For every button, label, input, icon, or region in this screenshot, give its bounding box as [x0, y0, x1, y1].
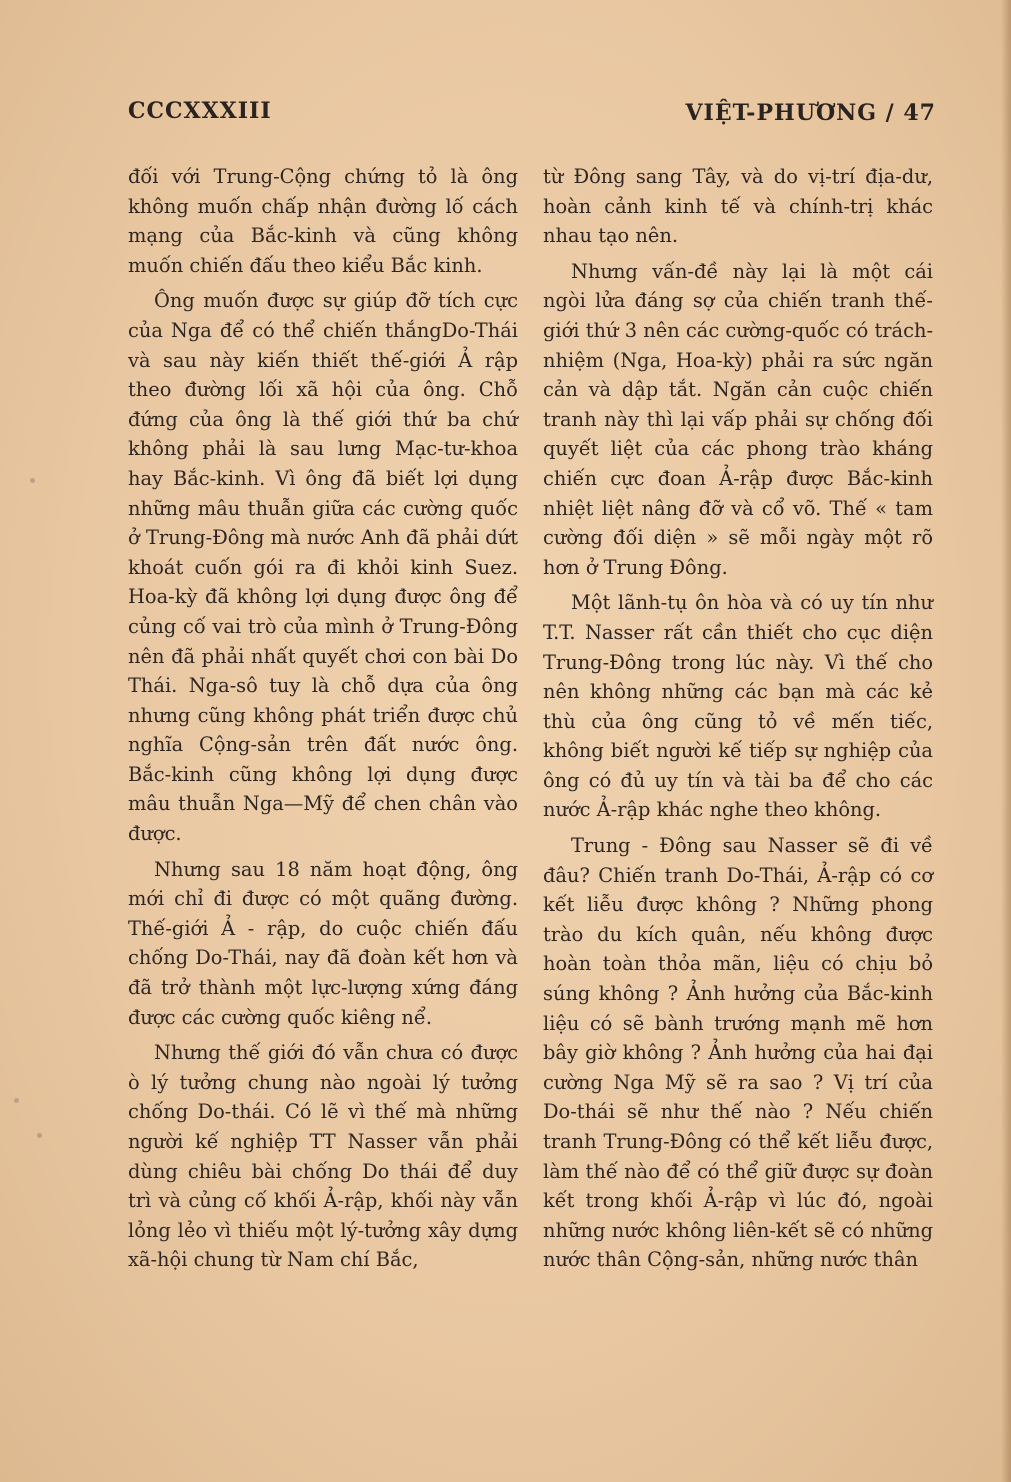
running-header-right: VIỆT-PHƯƠNG / 47: [685, 100, 936, 126]
paragraph: Nhưng thế giới đó vẫn chưa có được ò lý tưởng chung nào ngoài lý tưởng chống Do-thái. Có lẽ vì thế mà những người kế nghiệp TT Nasser vẫn phải dùng chiêu bài chống Do thái để duy trì và củng cố khối Ả-rập, khối này vẫn lỏng lẻo vì thiếu một lý-tưởng xây dựng xã-hội chung từ Nam chí Bắc,: [128, 1041, 518, 1272]
paragraph: Trung - Đông sau Nasser sẽ đi về đâu? Chiến tranh Do-Thái, Ả-rập có cơ kết liễu được không ? Những phong trào du kích quân, nếu không được hoàn toàn thỏa mãn, liệu có chịu bỏ súng không ? Ảnh hưởng của Bắc-kinh liệu có sẽ bành trướng mạnh mẽ hơn bây giờ không ? Ảnh hưởng của hai đại cường Nga Mỹ sẽ ra sao ? Vị trí của Do-thái sẽ như thế nào ? Nếu chiến tranh Trung-Đông có thể kết liễu được, làm thế nào để có thể giữ được sự đoàn kết trong khối Ả-rập vì lúc đó, ngoài những nước không liên-kết sẽ có những nước thân Cộng-sản, những nước thân: [543, 834, 933, 1272]
paragraph: từ Đông sang Tây, và do vị-trí địa-dư, hoàn cảnh kinh tế và chính-trị khác nhau tạo nên.: [543, 165, 933, 248]
paper-speck: [37, 1133, 42, 1138]
paragraph: Ông muốn được sự giúp đỡ tích cực của Nga để có thể chiến thắngDo-Thái và sau này kiến thiết thế-giới Ả rập theo đường lối xã hội của ông. Chỗ đứng của ông là thế giới thứ ba chứ không phải là sau lưng Mạc-tư-khoa hay Bắc-kinh. Vì ông đã biết lợi dụng những mâu thuẫn giữa các cường quốc ở Trung-Đông mà nước Anh đã phải dứt khoát cuốn gói ra đi khỏi kinh Suez. Hoa-kỳ đã không lợi dụng được ông để củng cố vai trò của mình ở Trung-Đông nên đã phải nhất quyết chơi con bài Do Thái. Nga-sô tuy là chỗ dựa của ông nhưng cũng không phát triển được chủ nghĩa Cộng-sản trên đất nước ông. Bắc-kinh cũng không lợi dụng được mâu thuẫn Nga—Mỹ để chen chân vào được.: [128, 289, 518, 846]
paper-speck: [30, 478, 35, 483]
paragraph: Nhưng vấn-đề này lại là một cái ngòi lửa đáng sợ của chiến tranh thế-giới thứ 3 nên các cường-quốc có trách-nhiệm (Nga, Hoa-kỳ) phải ra sức ngăn cản và dập tắt. Ngăn cản cuộc chiến tranh này thì lại vấp phải sự chống đối quyết liệt của các phong trào kháng chiến cực đoan Ả-rập được Bắc-kinh nhiệt liệt nâng đỡ và cổ võ. Thế « tam cường đối diện » sẽ mỗi ngày một rõ hơn ở Trung Đông.: [543, 259, 933, 579]
page-edge-shadow: [1001, 0, 1011, 1482]
running-header-left: CCCXXXIII: [128, 98, 272, 124]
paper-speck: [14, 1098, 19, 1103]
paragraph: đối với Trung-Cộng chứng tỏ là ông không muốn chấp nhận đường lố cách mạng của Bắc-kinh và cũng không muốn chiến đấu theo kiểu Bắc kinh.: [128, 165, 518, 277]
paragraph: Một lãnh-tụ ôn hòa và có uy tín như T.T. Nasser rất cần thiết cho cục diện Trung-Đông trong lúc này. Vì thế cho nên không những các bạn mà các kẻ thù của ông cũng tỏ về mến tiếc, không biết người kế tiếp sự nghiệp của ông có đủ uy tín và tài ba để cho các nước Ả-rập khác nghe theo không.: [543, 591, 933, 822]
right-text-column: [543, 162, 933, 1281]
left-text-column: [128, 162, 518, 1281]
paragraph: Nhưng sau 18 năm hoạt động, ông mới chỉ đi được có một quãng đường. Thế-giới Ả - rập, do cuộc chiến đấu chống Do-Thái, nay đã đoàn kết hơn và đã trở thành một lực-lượng xứng đáng được các cường quốc kiêng nể.: [128, 857, 518, 1029]
